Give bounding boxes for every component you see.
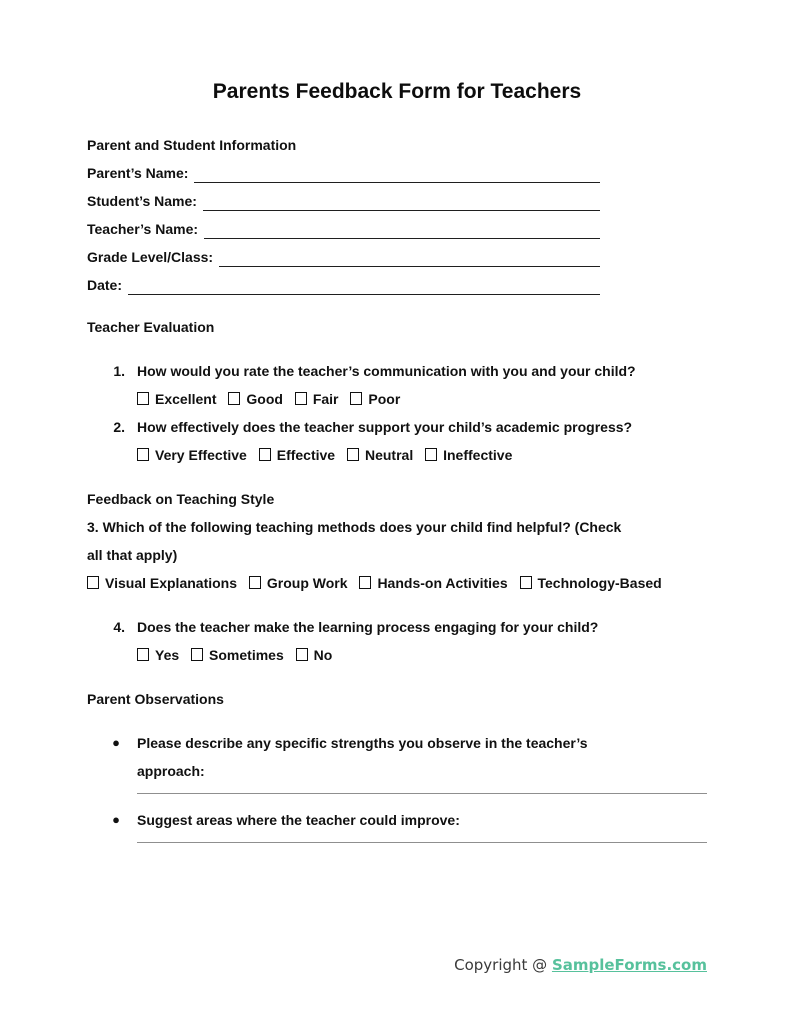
fill-in-line-grade-level[interactable] bbox=[219, 266, 600, 267]
observation-strengths-line2: approach: bbox=[137, 763, 205, 779]
page-title: Parents Feedback Form for Teachers bbox=[212, 80, 582, 103]
option-neutral bbox=[347, 447, 413, 463]
field-row-students-name bbox=[87, 187, 600, 215]
fill-in-line-teachers-name[interactable] bbox=[204, 238, 600, 239]
section-teaching-style bbox=[87, 485, 707, 669]
field-label-students-name: Student’s Name: bbox=[87, 193, 197, 209]
field-label-grade-level: Grade Level/Class: bbox=[87, 249, 214, 265]
sampleforms-link[interactable]: SampleForms.com bbox=[551, 956, 707, 974]
question-2-text: How effectively does the teacher support your child’s academic progress? bbox=[137, 419, 633, 435]
section-parent-observations bbox=[87, 685, 707, 855]
checkbox-icon-effective[interactable] bbox=[259, 448, 271, 461]
question-4-number: 4. bbox=[113, 619, 125, 635]
checkbox-icon-technology-based[interactable] bbox=[520, 576, 532, 589]
option-good bbox=[228, 391, 283, 407]
checkbox-icon-no[interactable] bbox=[296, 648, 308, 661]
option-label-fair: Fair bbox=[312, 391, 339, 407]
question-4-options bbox=[137, 641, 707, 669]
checkbox-icon-excellent[interactable] bbox=[137, 392, 149, 405]
observation-strengths-line1: Please describe any specific strengths you observe in the teacher’s bbox=[137, 735, 588, 751]
option-label-technology-based: Technology-Based bbox=[537, 575, 662, 591]
option-ineffective bbox=[425, 447, 512, 463]
option-group-work bbox=[249, 575, 348, 591]
field-row-teachers-name bbox=[87, 215, 600, 243]
observation-item-strengths bbox=[87, 729, 707, 806]
question-3-text-line1: 3. Which of the following teaching methods does your child find helpful? (Check bbox=[87, 519, 622, 535]
bullet-icon: ● bbox=[112, 735, 120, 750]
field-row-grade-level bbox=[87, 243, 600, 271]
option-label-ineffective: Ineffective bbox=[443, 447, 513, 463]
answer-line-strengths[interactable] bbox=[137, 785, 707, 794]
checkbox-icon-poor[interactable] bbox=[350, 392, 362, 405]
question-4-text: Does the teacher make the learning process engaging for your child? bbox=[137, 619, 599, 635]
question-1 bbox=[87, 357, 707, 469]
option-label-poor: Poor bbox=[368, 391, 401, 407]
observation-improve-line1: Suggest areas where the teacher could improve: bbox=[137, 812, 460, 828]
field-label-parents-name: Parent’s Name: bbox=[87, 165, 189, 181]
checkbox-icon-hands-on-activities[interactable] bbox=[359, 576, 371, 589]
option-label-sometimes: Sometimes bbox=[209, 647, 284, 663]
footer bbox=[87, 951, 707, 979]
fill-in-line-date[interactable] bbox=[128, 294, 600, 295]
option-excellent bbox=[137, 391, 216, 407]
question-4 bbox=[87, 613, 707, 669]
section-teacher-evaluation bbox=[87, 313, 707, 469]
option-label-very-effective: Very Effective bbox=[155, 447, 247, 463]
field-label-teachers-name: Teacher’s Name: bbox=[87, 221, 199, 237]
checkbox-icon-yes[interactable] bbox=[137, 648, 149, 661]
option-technology-based bbox=[520, 575, 662, 591]
option-yes bbox=[137, 647, 179, 663]
question-3-options bbox=[87, 569, 707, 597]
option-label-excellent: Excellent bbox=[155, 391, 217, 407]
option-label-no: No bbox=[313, 647, 333, 663]
checkbox-icon-sometimes[interactable] bbox=[191, 648, 203, 661]
option-effective bbox=[259, 447, 335, 463]
option-label-yes: Yes bbox=[155, 647, 180, 663]
option-very-effective bbox=[137, 447, 247, 463]
question-2 bbox=[87, 413, 707, 469]
fill-in-line-students-name[interactable] bbox=[203, 210, 600, 211]
observation-item-improve bbox=[87, 806, 707, 855]
option-label-effective: Effective bbox=[276, 447, 336, 463]
question-2-number: 2. bbox=[113, 419, 125, 435]
checkbox-icon-neutral[interactable] bbox=[347, 448, 359, 461]
section-parent-student-info bbox=[87, 131, 707, 299]
checkbox-icon-fair[interactable] bbox=[295, 392, 307, 405]
question-1-options bbox=[137, 385, 707, 413]
fill-in-line-parents-name[interactable] bbox=[194, 182, 600, 183]
checkbox-icon-group-work[interactable] bbox=[249, 576, 261, 589]
checkbox-icon-very-effective[interactable] bbox=[137, 448, 149, 461]
checkbox-icon-good[interactable] bbox=[228, 392, 240, 405]
field-label-date: Date: bbox=[87, 277, 123, 293]
question-3-text-line2: all that apply) bbox=[87, 547, 178, 563]
option-label-visual-explanations: Visual Explanations bbox=[105, 575, 238, 591]
option-hands-on-activities bbox=[359, 575, 507, 591]
field-row-parents-name bbox=[87, 159, 600, 187]
evaluation-section-heading: Teacher Evaluation bbox=[87, 319, 215, 335]
question-1-number: 1. bbox=[113, 363, 125, 379]
option-label-hands-on-activities: Hands-on Activities bbox=[377, 575, 508, 591]
option-no bbox=[296, 647, 333, 663]
info-section-heading: Parent and Student Information bbox=[87, 137, 297, 153]
answer-line-improve[interactable] bbox=[137, 834, 707, 843]
option-poor bbox=[350, 391, 400, 407]
copyright-text: Copyright @ bbox=[454, 956, 552, 974]
question-1-text: How would you rate the teacher’s communication with you and your child? bbox=[137, 363, 636, 379]
question-2-options bbox=[137, 441, 707, 469]
checkbox-icon-ineffective[interactable] bbox=[425, 448, 437, 461]
question-3 bbox=[87, 513, 707, 597]
option-fair bbox=[295, 391, 339, 407]
bullet-icon: ● bbox=[112, 812, 120, 827]
observations-section-heading: Parent Observations bbox=[87, 691, 224, 707]
option-sometimes bbox=[191, 647, 284, 663]
option-label-neutral: Neutral bbox=[364, 447, 414, 463]
checkbox-icon-visual-explanations[interactable] bbox=[87, 576, 99, 589]
option-visual-explanations bbox=[87, 575, 237, 591]
option-label-good: Good bbox=[246, 391, 283, 407]
option-label-group-work: Group Work bbox=[266, 575, 348, 591]
field-row-date bbox=[87, 271, 600, 299]
teaching-style-section-heading: Feedback on Teaching Style bbox=[87, 491, 275, 507]
